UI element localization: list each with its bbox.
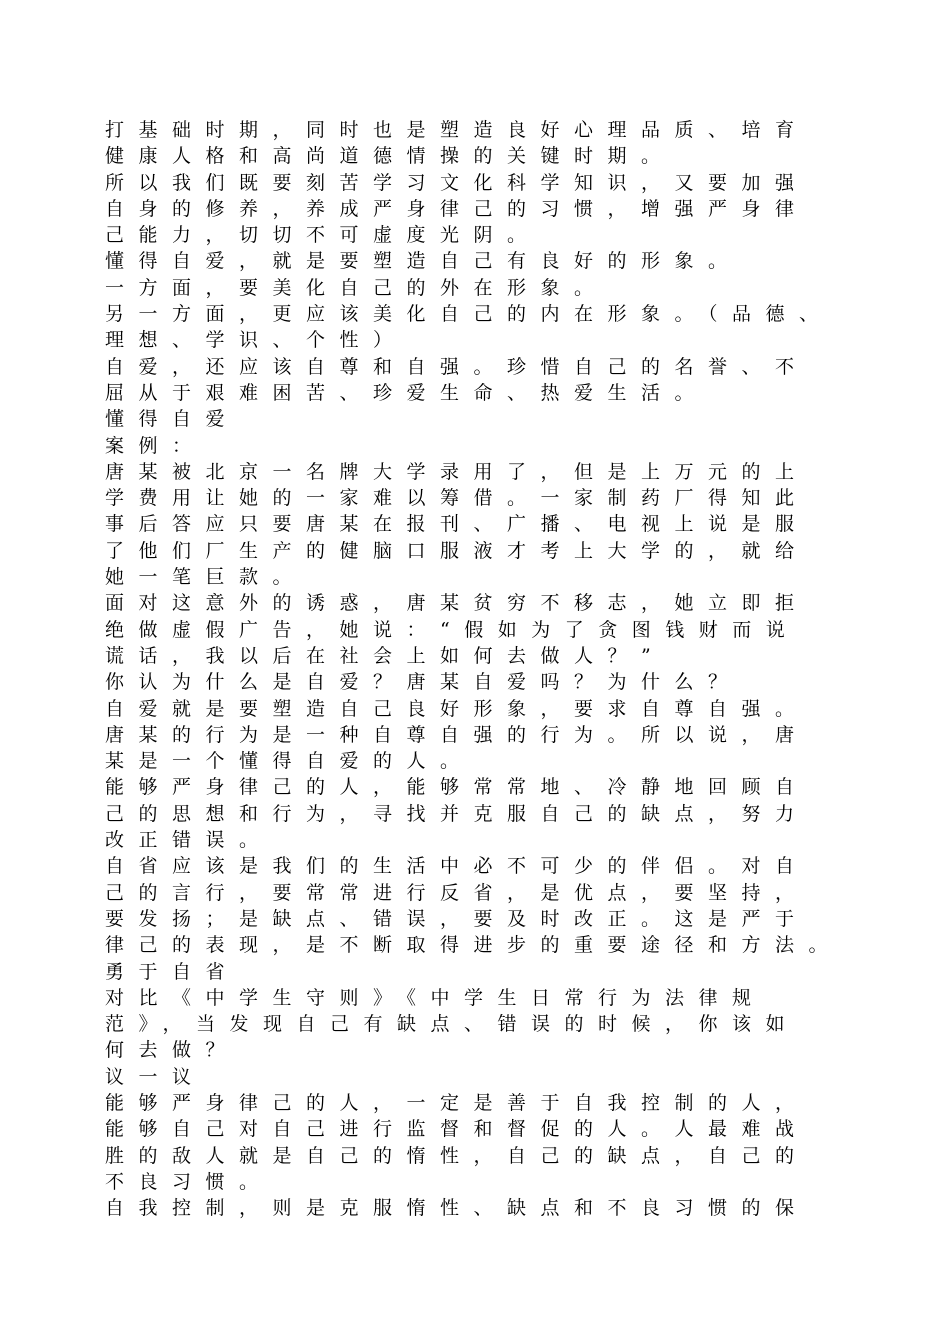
text-line: 面对这意外的诱惑，唐某贫穷不移志，她立即拒 [105,592,809,615]
text-line: 自爱，还应该自尊和自强。珍惜自己的名誉、不 [105,355,809,378]
text-line: 屈从于艰难困苦、珍爱生命、热爱生活。 [105,381,709,404]
text-line: 己能力，切切不可虚度光阴。 [105,224,541,247]
text-line: 案例： [105,434,206,457]
text-line: 自爱就是要塑造自己良好形象，要求自尊自强。 [105,697,809,720]
text-line: 她一笔巨款。 [105,566,307,589]
text-line: 了他们厂生产的健脑口服液才考上大学的，就给 [105,539,809,562]
text-line: 健康人格和高尚道德情操的关键时期。 [105,145,675,168]
text-line: 勇于自省 [105,960,240,983]
text-line: 唐某被北京一名牌大学录用了，但是上万元的上 [105,460,809,483]
text-line: 所以我们既要刻苦学习文化科学知识，又要加强 [105,171,809,194]
text-line: 己的思想和行为，寻找并克服自己的缺点，努力 [105,802,809,825]
text-line: 谎话，我以后在社会上如何去做人？” [105,644,666,667]
text-line: 范》，当发现自己有缺点、错误的时候，你该如 [105,1013,800,1036]
text-line: 能够严身律己的人，一定是善于自我控制的人， [105,1091,809,1114]
text-line: 改正错误。 [105,829,273,852]
text-line: 胜的敌人就是自己的惰性，自己的缺点，自己的 [105,1144,809,1167]
text-line: 要发扬；是缺点、错误，要及时改正。这是严于 [105,907,809,930]
text-line: 自身的修养，养成严身律己的习惯，增强严身律 [105,197,809,220]
text-line: 理想、学识、个性） [105,329,407,352]
text-line: 唐某的行为是一种自尊自强的行为。所以说，唐 [105,723,809,746]
text-line: 己的言行，要常常进行反省，是优点，要坚持， [105,881,809,904]
text-line: 打基础时期，同时也是塑造良好心理品质、培育 [105,119,809,141]
text-line: 律己的表现，是不断取得进步的重要途径和方法。 [105,934,843,957]
text-line: 何去做？ [105,1039,240,1062]
text-line: 不良习惯。 [105,1170,273,1193]
document-body [105,117,843,1221]
text-line: 自省应该是我们的生活中必不可少的伴侣。对自 [105,855,809,878]
text-line: 能够严身律己的人，能够常常地、冷静地回顾自 [105,776,809,799]
text-line: 懂得自爱，就是要塑造自己有良好的形象。 [105,250,742,273]
text-line: 学费用让她的一家难以筹借。一家制药厂得知此 [105,487,809,510]
text-line: 一方面，要美化自己的外在形象。 [105,276,608,299]
text-line: 自我控制，则是克服惰性、缺点和不良习惯的保 [105,1197,809,1220]
text-line: 绝做虚假广告，她说：“假如为了贪图钱财而说 [105,618,800,641]
text-line: 事后答应只要唐某在报刊、广播、电视上说是服 [105,513,809,536]
text-line: 议一议 [105,1065,206,1088]
text-line: 某是一个懂得自爱的人。 [105,750,474,773]
text-line: 对比《中学生守则》《中学生日常行为法律规 [105,986,766,1009]
text-line: 能够自己对自己进行监督和督促的人。人最难战 [105,1118,809,1141]
text-line: 懂得自爱 [105,408,240,431]
text-line: 另一方面，更应该美化自己的内在形象。（品德、 [105,303,833,326]
text-line: 你认为什么是自爱？唐某自爱吗？为什么？ [105,671,742,694]
